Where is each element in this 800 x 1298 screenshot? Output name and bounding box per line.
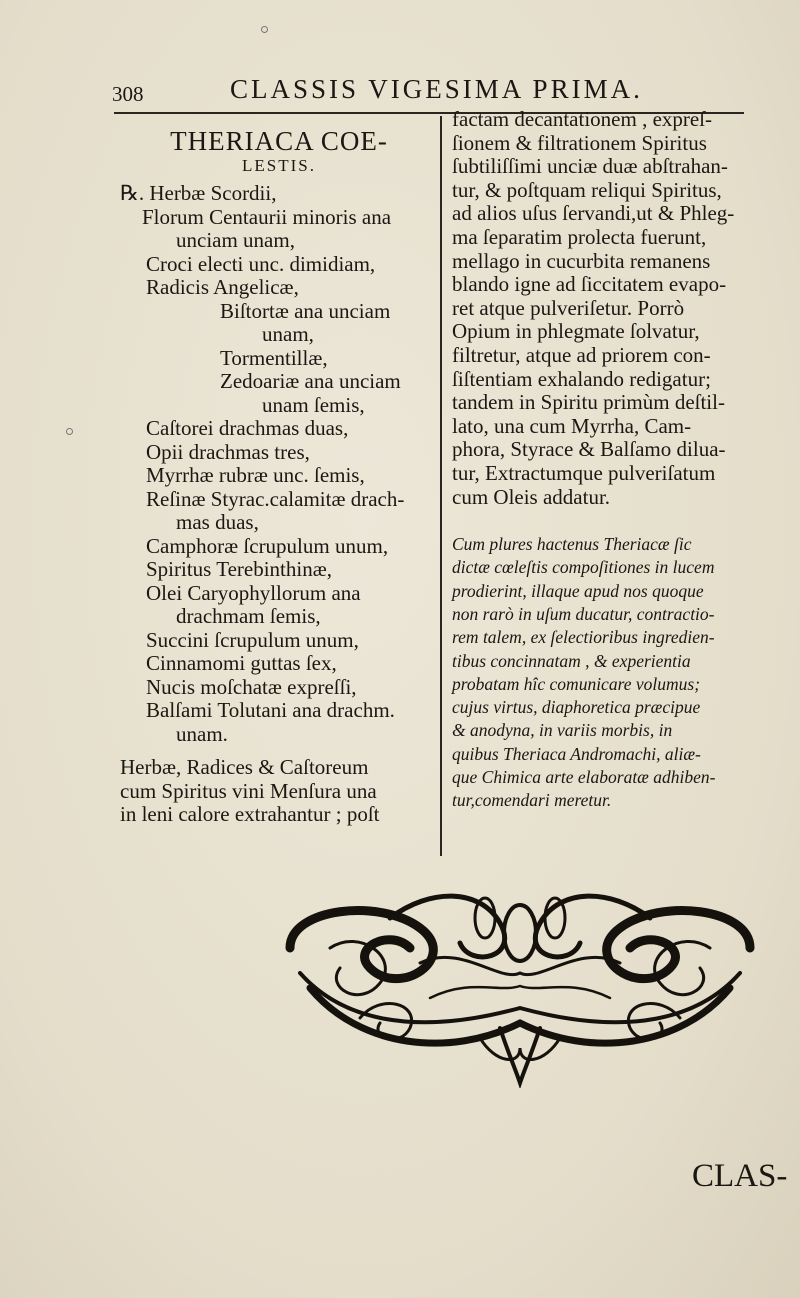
recipe-line: Succini ſcrupulum unum, — [146, 627, 359, 652]
note-line: tur,comendari meretur. — [452, 790, 612, 811]
recipe-line: Florum Centaurii minoris ana — [142, 204, 392, 229]
note-line: quibus Theriaca Andromachi, aliæ- — [452, 743, 701, 764]
recipe-line: Myrrhæ rubræ unc. ſemis, — [146, 463, 365, 487]
page-number: 308 — [112, 82, 144, 106]
note-line: dictæ cœleſtis compoſitiones in lucem — [452, 557, 715, 578]
recipe-line: in leni calore extrahantur ; poſt — [120, 802, 380, 826]
recipe-line: ℞. Herbæ Scordii, — [120, 181, 277, 205]
recipe-line: mas duas, — [176, 510, 259, 534]
note-line: tibus concinnatam , & experientia — [452, 650, 691, 671]
paragraph-line: tur, Extractumque pulveriſatum — [452, 460, 716, 485]
paragraph-line: ſiſtentiam exhalando redigatur; — [452, 366, 711, 391]
recipe-title: THERIACA COE- — [170, 126, 388, 156]
recipe-line: unam. — [176, 721, 228, 746]
right-column — [452, 108, 768, 813]
catchword: CLAS- — [692, 1158, 788, 1194]
note-line: prodierint, illaque apud nos quoque — [452, 580, 704, 601]
running-head: CLASSIS VIGESIMA PRIMA. — [230, 74, 643, 104]
recipe-line: Reſinæ Styrac.calamitæ drach- — [146, 486, 405, 511]
binding-hole-left — [66, 428, 73, 435]
note-line: cujus virtus, diaphoretica præcipue — [452, 697, 701, 718]
paragraph-line: lato, una cum Myrrha, Cam- — [452, 413, 692, 438]
paragraph-line: ſionem & filtrationem Spiritus — [452, 130, 707, 155]
italic-note — [452, 533, 760, 813]
recipe-line: Nucis moſchatæ expreſſi, — [146, 674, 357, 699]
recipe-line: Herbæ, Radices & Caſtoreum — [120, 755, 369, 779]
paragraph-line: cum Oleis addatur. — [452, 484, 611, 509]
paragraph-line: factam decantationem , expreſ- — [452, 107, 713, 131]
paragraph-line: Opium in phlegmate ſolvatur, — [452, 319, 700, 344]
recipe-line: Zedoariæ ana unciam — [220, 369, 401, 393]
note-line: rem talem, ex ſelectioribus ingredien- — [452, 627, 715, 648]
paragraph-line: ad alios uſus ſervandi,ut & Phleg- — [452, 201, 735, 226]
binding-hole-top — [261, 26, 268, 33]
paragraph-line: phora, Styrace & Balſamo dilua- — [452, 437, 726, 462]
recipe-line: Olei Caryophyllorum ana — [146, 580, 361, 605]
recipe-line: Caſtorei drachmas duas, — [146, 416, 349, 440]
calligraphic-flourish-ornament — [270, 888, 770, 1088]
paragraph-line: filtretur, atque ad priorem con- — [452, 342, 711, 367]
recipe-line: unam, — [262, 322, 314, 346]
recipe-line: Radicis Angelicæ, — [146, 275, 299, 299]
recipe-subtitle: LESTIS. — [242, 156, 316, 175]
recipe-line: Biſtortæ ana unciam — [220, 298, 391, 323]
recipe-line: unciam unam, — [176, 228, 295, 252]
paragraph-line: ret atque pulveriſetur. Porrò — [452, 295, 685, 320]
paragraph-line: ſubtiliſſimi unciæ duæ abſtrahan- — [452, 154, 728, 179]
paragraph-line: ma ſeparatim prolecta fuerunt, — [452, 224, 707, 249]
paragraph-line: mellago in cucurbita remanens — [452, 248, 711, 273]
recipe-line: Camphoræ ſcrupulum unum, — [146, 533, 389, 558]
column-divider — [440, 116, 442, 856]
method-paragraph — [452, 108, 768, 509]
paragraph-line: tur, & poſtquam reliqui Spiritus, — [452, 177, 722, 202]
note-line: non rarò in uſum ducatur, contractio- — [452, 603, 715, 624]
note-line: que Chimica arte elaboratæ adhiben- — [452, 767, 716, 788]
recipe-line: cum Spiritus vini Menſura una — [120, 778, 377, 803]
note-line: probatam hîc comunicare volumus; — [452, 673, 701, 694]
note-line: & anodyna, in variis morbis, in — [452, 720, 673, 741]
paragraph-line: blando igne ad ſiccitatem evapo- — [452, 272, 727, 297]
recipe-line: unam ſemis, — [262, 392, 365, 417]
recipe-line: Balſami Tolutani ana drachm. — [146, 698, 395, 722]
recipe-line: Spiritus Terebinthinæ, — [146, 557, 332, 581]
recipe-line: Tormentillæ, — [220, 345, 328, 370]
left-column — [120, 118, 438, 827]
paragraph-line: tandem in Spiritu primùm deſtil- — [452, 390, 725, 415]
note-line: Cum plures hactenus Theriacæ ſic — [452, 534, 692, 555]
recipe-line: Croci electi unc. dimidiam, — [146, 251, 376, 276]
recipe-line: drachmam ſemis, — [176, 604, 321, 628]
page-header — [112, 72, 752, 112]
recipe-line: Opii drachmas tres, — [146, 439, 310, 464]
recipe-line: Cinnamomi guttas ſex, — [146, 651, 337, 675]
